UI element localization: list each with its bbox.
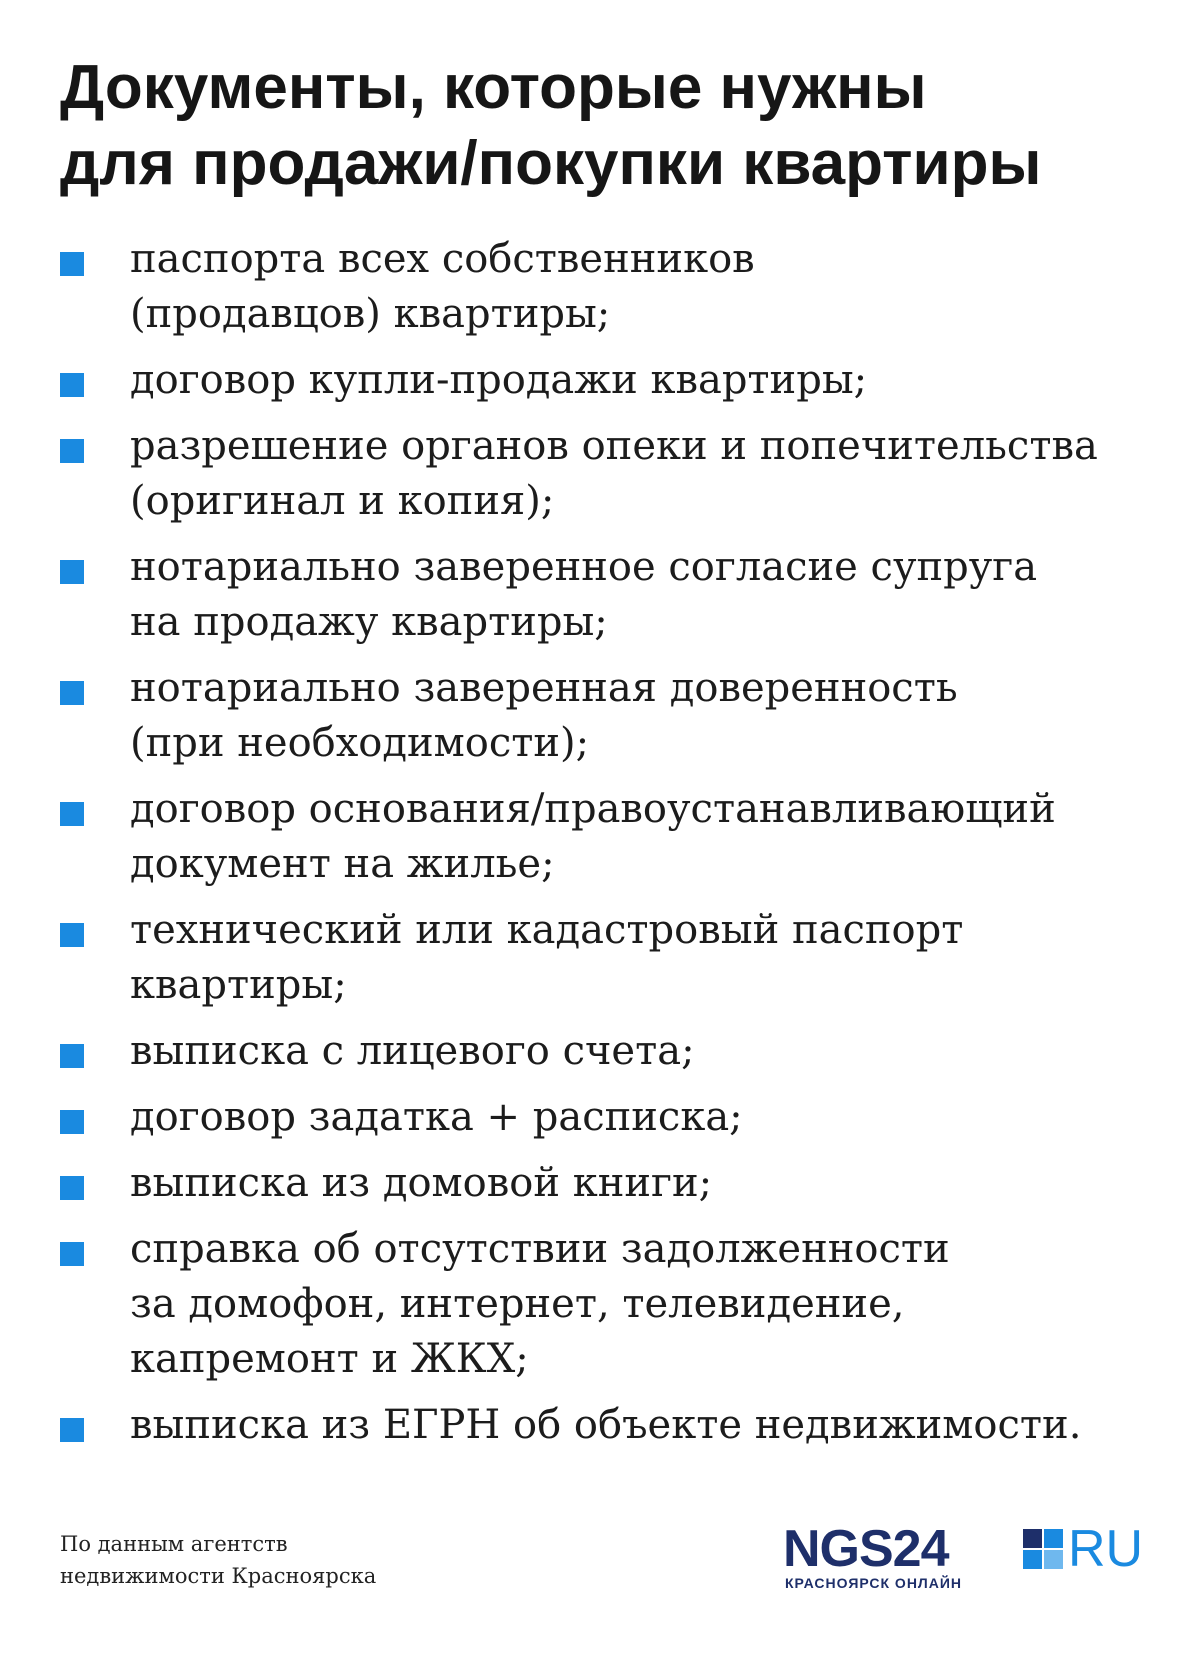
list-item-text-line: договор задатка + расписка; bbox=[130, 1094, 743, 1140]
list-item-text-line: документ на жилье; bbox=[130, 841, 555, 887]
blue-square-bullet-icon bbox=[60, 252, 84, 276]
list-item bbox=[60, 661, 1160, 771]
list-item-text-line: на продажу квартиры; bbox=[130, 599, 608, 645]
list-item-text-line: (продавцов) квартиры; bbox=[130, 291, 611, 337]
blue-square-bullet-icon bbox=[60, 373, 84, 397]
list-item bbox=[60, 1024, 1160, 1079]
list-item-text-line: паспорта всех собственников bbox=[130, 236, 755, 282]
blue-square-bullet-icon bbox=[60, 439, 84, 463]
blue-square-bullet-icon bbox=[60, 1044, 84, 1068]
list-item-text-line: нотариально заверенная доверенность bbox=[130, 665, 958, 711]
page-title-line-1: Документы, которые нужны bbox=[60, 53, 927, 122]
list-item-text-line: разрешение органов опеки и попечительства bbox=[130, 423, 1098, 469]
list-item-text-line: выписка с лицевого счета; bbox=[130, 1028, 695, 1074]
blue-square-bullet-icon bbox=[60, 802, 84, 826]
list-item-text-line: за домофон, интернет, телевидение, bbox=[130, 1281, 905, 1327]
blue-square-bullet-icon bbox=[60, 1418, 84, 1442]
blue-square-bullet-icon bbox=[60, 681, 84, 705]
logo-subtitle: КРАСНОЯРСК ОНЛАЙН bbox=[785, 1575, 963, 1591]
list-item-text-line: справка об отсутствии задолженности bbox=[130, 1226, 950, 1272]
list-item-text-line: капремонт и ЖКХ; bbox=[130, 1336, 529, 1382]
blue-square-bullet-icon bbox=[60, 1176, 84, 1200]
list-item-text-line: нотариально заверенное согласие супруга bbox=[130, 544, 1038, 590]
list-item-text-line: (при необходимости); bbox=[130, 720, 590, 766]
logo-domain-suffix: RU bbox=[1068, 1520, 1144, 1578]
logo-wordmark: NGS24 bbox=[783, 1520, 949, 1578]
list-item bbox=[60, 540, 1160, 650]
list-item-text-line: выписка из домовой книги; bbox=[130, 1160, 713, 1206]
source-note-line-2: недвижимости Красноярска bbox=[60, 1564, 377, 1588]
blue-square-bullet-icon bbox=[60, 1242, 84, 1266]
list-item bbox=[60, 782, 1160, 892]
blue-square-bullet-icon bbox=[60, 923, 84, 947]
list-item-text-line: технический или кадастровый паспорт bbox=[130, 907, 964, 953]
source-note bbox=[60, 1528, 376, 1592]
source-note-line-1: По данным агентств bbox=[60, 1532, 288, 1556]
ngs24-logo bbox=[783, 1520, 1144, 1591]
page-title-line-2: для продажи/покупки квартиры bbox=[60, 129, 1042, 198]
list-item-text-line: договор основания/правоустанавливающий bbox=[130, 786, 1056, 832]
four-square-logo-icon bbox=[1023, 1529, 1063, 1569]
blue-square-bullet-icon bbox=[60, 1110, 84, 1134]
list-item bbox=[60, 419, 1160, 529]
list-item-text-line: (оригинал и копия); bbox=[130, 478, 555, 524]
list-item bbox=[60, 353, 1160, 408]
list-item-text-line: квартиры; bbox=[130, 962, 347, 1008]
list-item-text-line: договор купли-продажи квартиры; bbox=[130, 357, 868, 403]
list-item bbox=[60, 1156, 1160, 1211]
list-item bbox=[60, 903, 1160, 1013]
list-item bbox=[60, 1222, 1160, 1387]
list-item-text-line: выписка из ЕГРН об объекте недвижимости. bbox=[130, 1402, 1082, 1448]
list-item bbox=[60, 1398, 1160, 1453]
list-item bbox=[60, 1090, 1160, 1145]
page-title bbox=[60, 50, 1160, 202]
list-item bbox=[60, 232, 1160, 342]
documents-list bbox=[60, 232, 1160, 1464]
blue-square-bullet-icon bbox=[60, 560, 84, 584]
